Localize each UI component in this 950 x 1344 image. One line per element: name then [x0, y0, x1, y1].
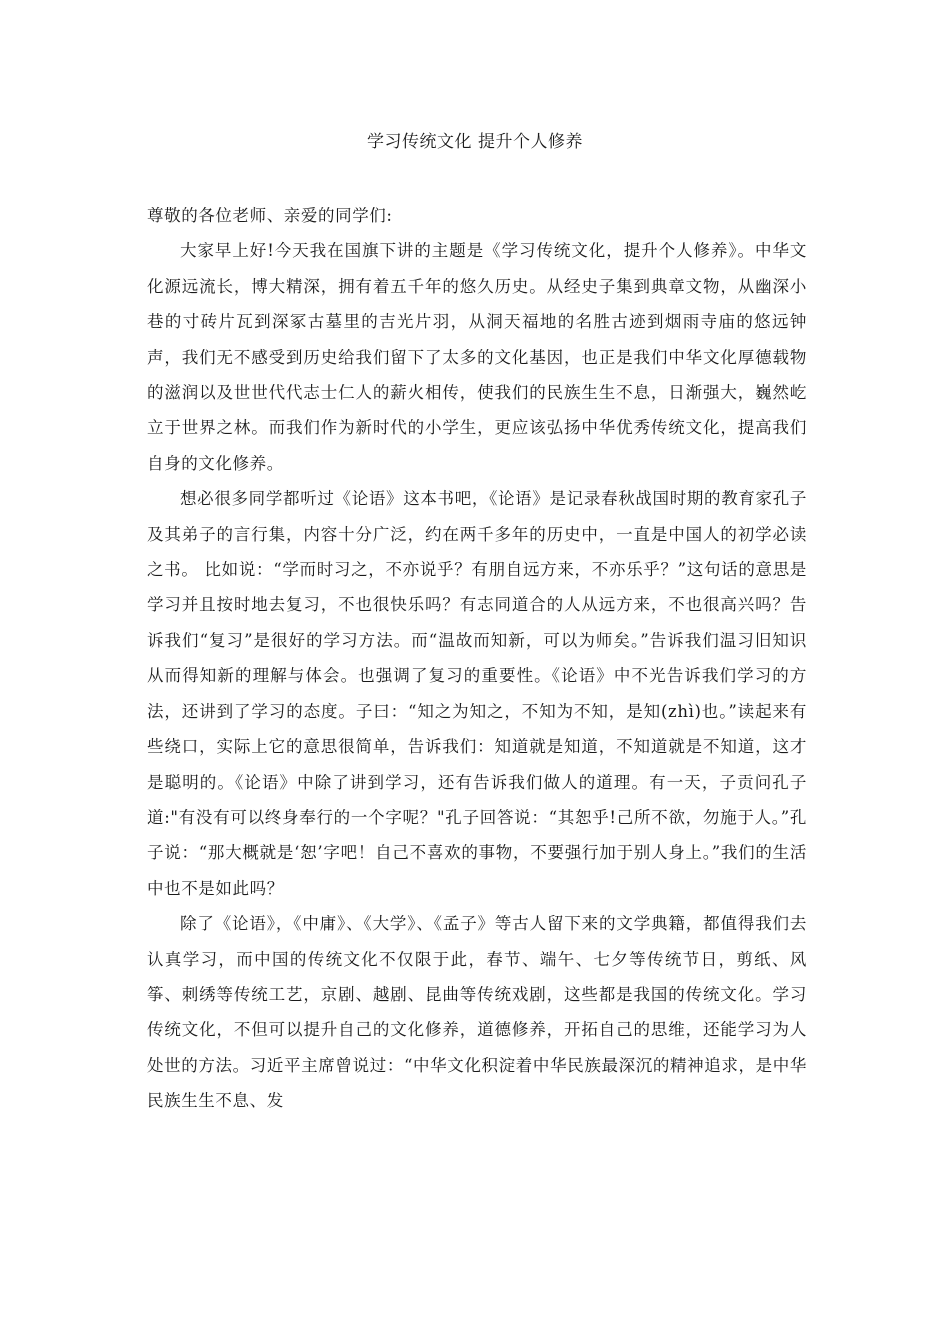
salutation: 尊敬的各位老师、亲爱的同学们:: [147, 206, 393, 225]
paragraph-3: 除了《论语》，《中庸》、《大学》、《孟子》等古人留下来的文学典籍，都值得我们去认真学习，而中国的传统文化不仅限于此，春节、端午、七夕等传统节日，剪纸、风筝、刺绣等传统工艺，京剧、越剧、昆曲等传统戏剧，这些都是我国的传统文化。学习传统文化，不但可以提升自己的文化修养，道德修养，开拓自己的思维，还能学习为人处世的方法。习近平主席曾说过：“中华文化积淀着中华民族最深沉的精神追求，是中华民族生生不息、发: [147, 914, 807, 1111]
document-title: 学习传统文化 提升个人修养: [367, 132, 583, 152]
paragraph-2: 想必很多同学都听过《论语》这本书吧，《论语》是记录春秋战国时期的教育家孔子及其弟子的言行集，内容十分广泛，约在两千多年的历史中，一直是中国人的初学必读之书。 比如说：“学而时习之，不亦说乎？有朋自远方来，不亦乐乎？”这句话的意思是学习并且按时地去复习，不也很快乐吗？有志同道合的人从远方来，不也很高兴吗？告诉我们“复习”是很好的学习方法。而“温故而知新，可以为师矣。”告诉我们温习旧知识从而得知新的理解与体会。也强调了复习的重要性。《论语》中不光告诉我们学习的方法，还讲到了学习的态度。子曰：“知之为知之，不知为不知，是知(zhì)也。”读起来有些绕口，实际上它的意思很简单，告诉我们：知道就是知道，不知道就是不知道，这才是聪明的。《论语》中除了讲到学习，还有告诉我们做人的道理。有一天，子贡问孔子道:"有没有可以终身奉行的一个字呢？"孔子回答说：“其恕乎!己所不欲，勿施于人。”孔子说：“那大概就是‘恕’字吧！自己不喜欢的事物，不要强行加于别人身上。”我们的生活中也不是如此吗？: [147, 489, 807, 898]
document-body: [147, 198, 807, 1119]
paragraph-1: 大家早上好!今天我在国旗下讲的主题是《学习传统文化，提升个人修养》。中华文化源远流长，博大精深，拥有着五千年的悠久历史。从经史子集到典章文物，从幽深小巷的寸砖片瓦到深冢古墓里的吉光片羽，从洞天福地的名胜古迹到烟雨寺庙的悠远钟声，我们无不感受到历史给我们留下了太多的文化基因，也正是我们中华文化厚德载物的滋润以及世世代代志士仁人的薪火相传，使我们的民族生生不息，日渐强大，巍然屹立于世界之林。而我们作为新时代的小学生，更应该弘扬中华优秀传统文化，提高我们自身的文化修养。: [147, 241, 807, 473]
